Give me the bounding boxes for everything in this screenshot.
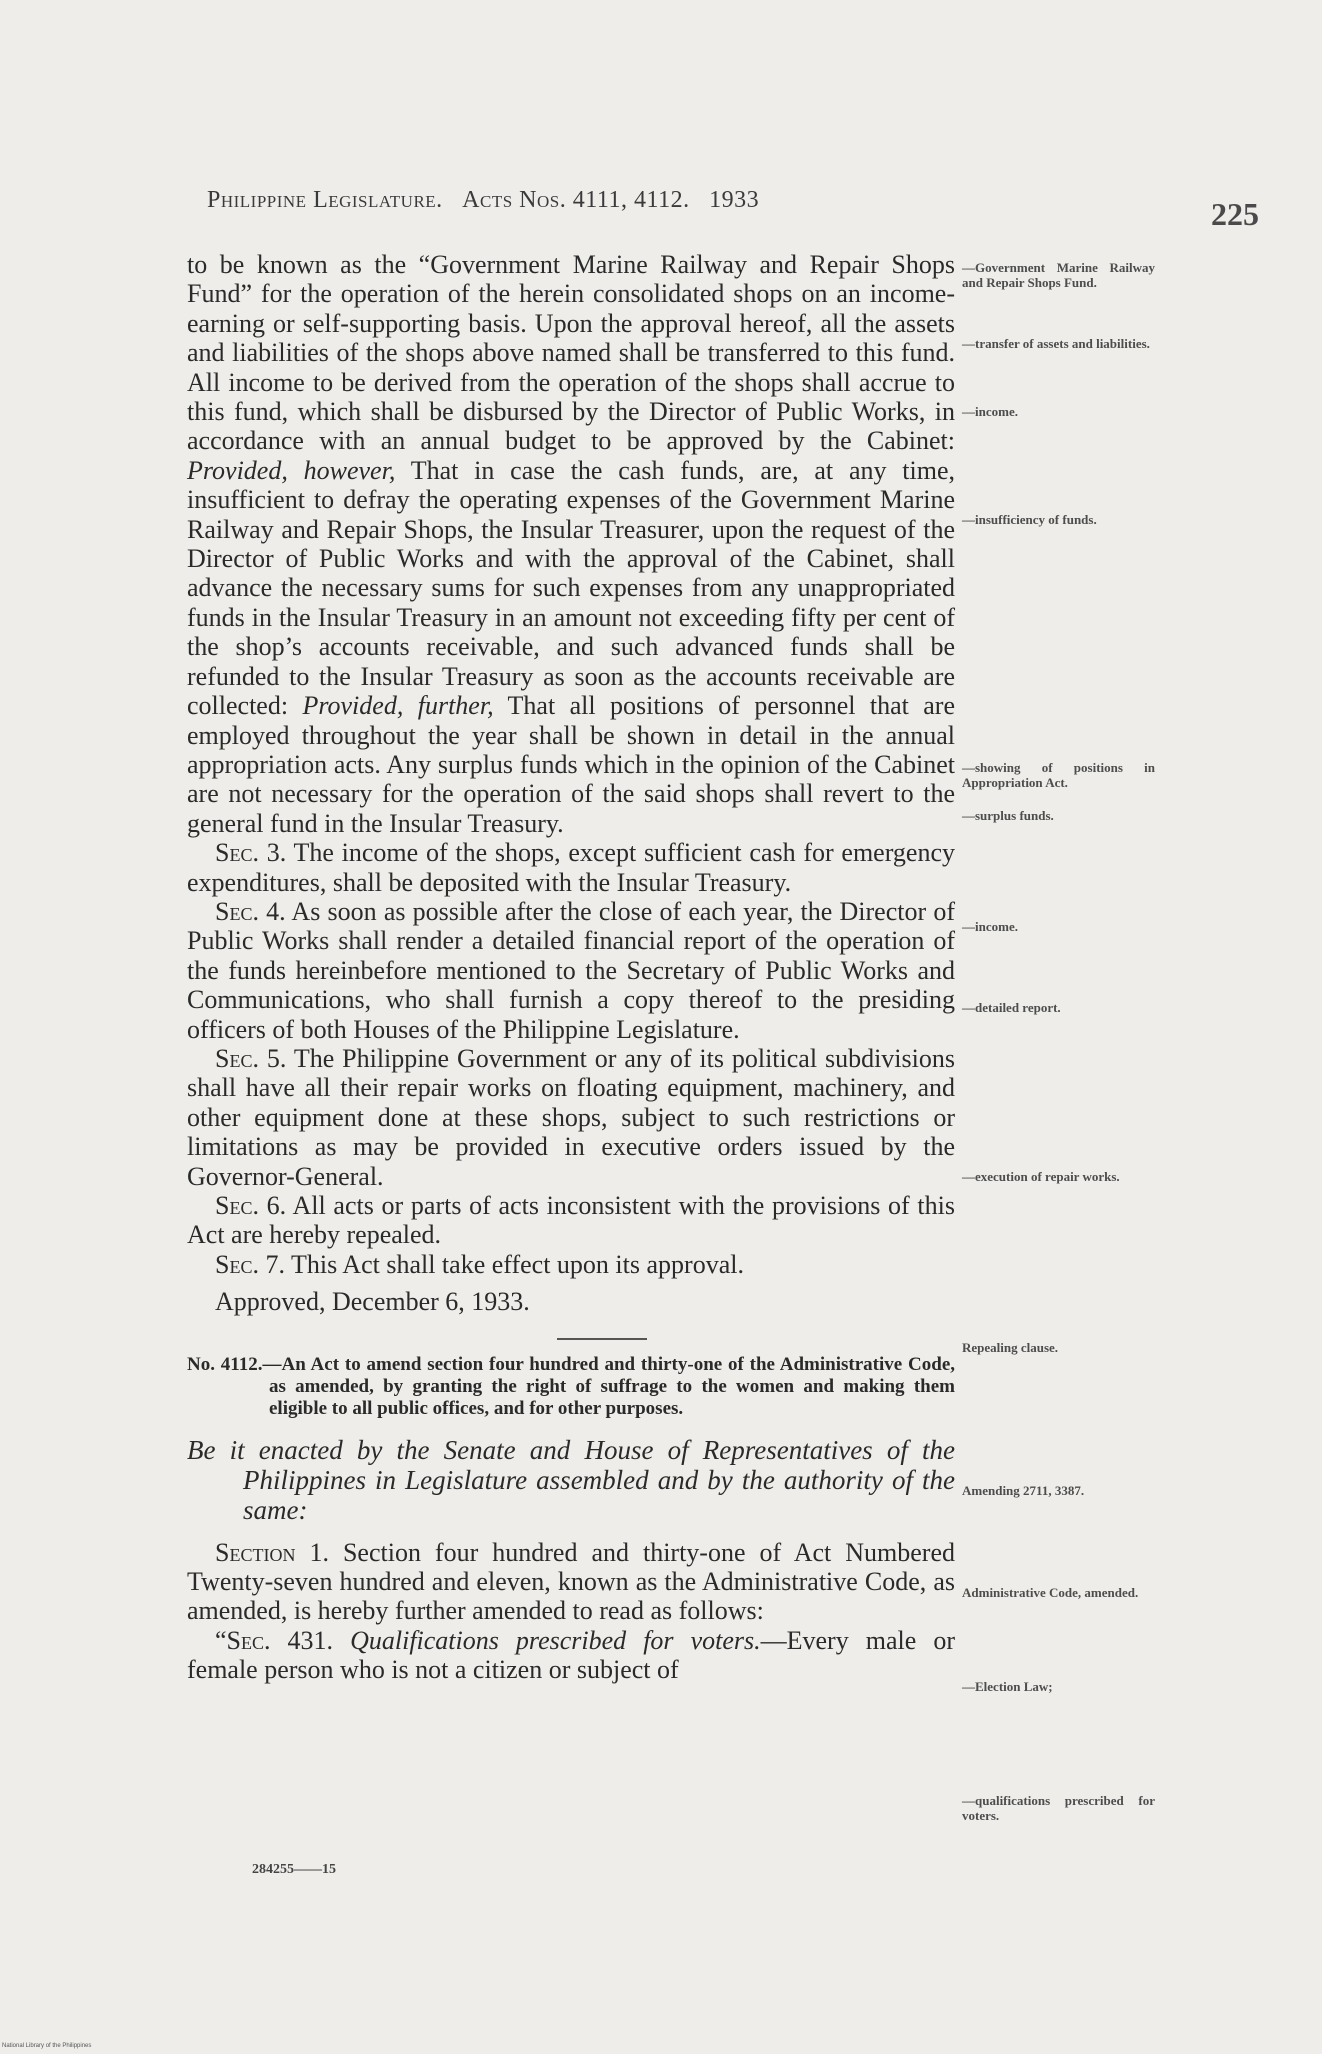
margin-note: —Election Law; <box>962 1679 1053 1694</box>
margin-note: —qualifications prescribed for voters. <box>962 1793 1155 1823</box>
margin-note: Repealing clause. <box>962 1340 1059 1355</box>
margin-note: —transfer of assets and liabilities. <box>962 336 1150 351</box>
divider-rule <box>557 1338 647 1340</box>
running-header <box>207 187 945 214</box>
margin-note: —execution of repair works. <box>962 1169 1120 1184</box>
margin-note: —income. <box>962 404 1018 419</box>
section-3: Sec. 3. The income of the shops, except sufficient cash for emergency expenditures, shall be deposited with the Insular Treasury. <box>187 838 955 897</box>
enacting-clause: Be it enacted by the Senate and House of Representatives of the Philippines in Legislature assembled and by the authority of the same: <box>187 1434 955 1525</box>
main-text <box>187 250 955 1685</box>
section-4: Sec. 4. As soon as possible after the close of each year, the Director of Public Works shall render a detailed financial report of the operation of the funds hereinbefore mentioned to the Secretary of Public Works and Communications, who shall furnish a copy thereof to the presiding officers of both Houses of the Philippine Legislature. <box>187 896 955 1044</box>
paragraph-fund: to be known as the “Government Marine Railway and Repair Shops Fund” for the operation of the herein consolidated shops on an income-earning or self-supporting basis. Upon the approval hereof, all the assets and liabilities of the shops above named shall be transferred to this fund. All income to be derived from the operation of the shops shall accrue to this fund, which shall be disbursed by the Director of Public Works, in accordance with an annual budget to be approved by the Cabinet: Provided, however, That in case the cash funds, are, at any time, insufficient to defray the operating expenses of the Government Marine Railway and Repair Shops, the Insular Treasurer, upon the request of the Director of Public Works and with the approval of the Cabinet, shall advance the necessary sums for such expenses from any unappropriated funds in the Insular Treasury in an amount not exceeding fifty per cent of the shop’s accounts receivable, and such advanced funds shall be refunded to the Insular Treasury as soon as the accounts receivable are collected: Provided, further, That all positions of personnel that are employed throughout the year shall be shown in detail in the annual appropriation acts. Any surplus funds which in the opinion of the Cabinet are not necessary for the operation of the said shops shall revert to the general fund in the Insular Treasury. <box>187 250 956 838</box>
section-431: “Sec. 431. Qualifications prescribed for voters.—Every male or female person who is not a citizen or subject of <box>187 1625 955 1685</box>
section-6: Sec. 6. All acts or parts of acts inconsistent with the provisions of this Act are hereby repealed. <box>187 1191 955 1250</box>
section-1: Section 1. Section four hundred and thirty-one of Act Numbered Twenty-seven hundred and eleven, known as the Administrative Code, as amended, is hereby further amended to read as follows: <box>187 1537 956 1626</box>
act-numbers: Acts Nos. 4111, 4112. <box>462 187 690 213</box>
margin-note: Administrative Code, amended. <box>962 1585 1139 1600</box>
running-title: Philippine Legislature. <box>207 187 443 213</box>
section-5: Sec. 5. The Philippine Government or any of its political subdivisions shall have all their repair works on floating equipment, machinery, and other equipment done at these shops, subject to such restrictions or limitations as may be provided in executive orders issued by the Governor-General. <box>187 1043 955 1191</box>
header-year: 1933 <box>709 187 760 213</box>
section-7: Sec. 7. This Act shall take effect upon its approval. <box>215 1249 744 1279</box>
page-number: 225 <box>1211 196 1259 232</box>
margin-note: —showing of positions in Appropriation Act. <box>962 760 1155 790</box>
approval-date: Approved, December 6, 1933. <box>215 1287 530 1317</box>
scan-label: National Library of the Philippines <box>2 2043 92 2049</box>
act-4112-title: No. 4112.—An Act to amend section four hundred and thirty-one of the Administrative Code, as amended, by granting the right of suffrage to the women and making them eligible to all public offices, and for other purposes. <box>187 1353 955 1419</box>
margin-note: —detailed report. <box>962 1000 1061 1015</box>
margin-note: —Government Marine Railway and Repair Shops Fund. <box>962 260 1155 290</box>
printer-signature: 284255——15 <box>252 1862 336 1877</box>
margin-note: Amending 2711, 3387. <box>962 1483 1085 1498</box>
margin-note: —insufficiency of funds. <box>962 512 1097 527</box>
margin-note: —surplus funds. <box>962 808 1054 823</box>
margin-note: —income. <box>962 919 1018 934</box>
